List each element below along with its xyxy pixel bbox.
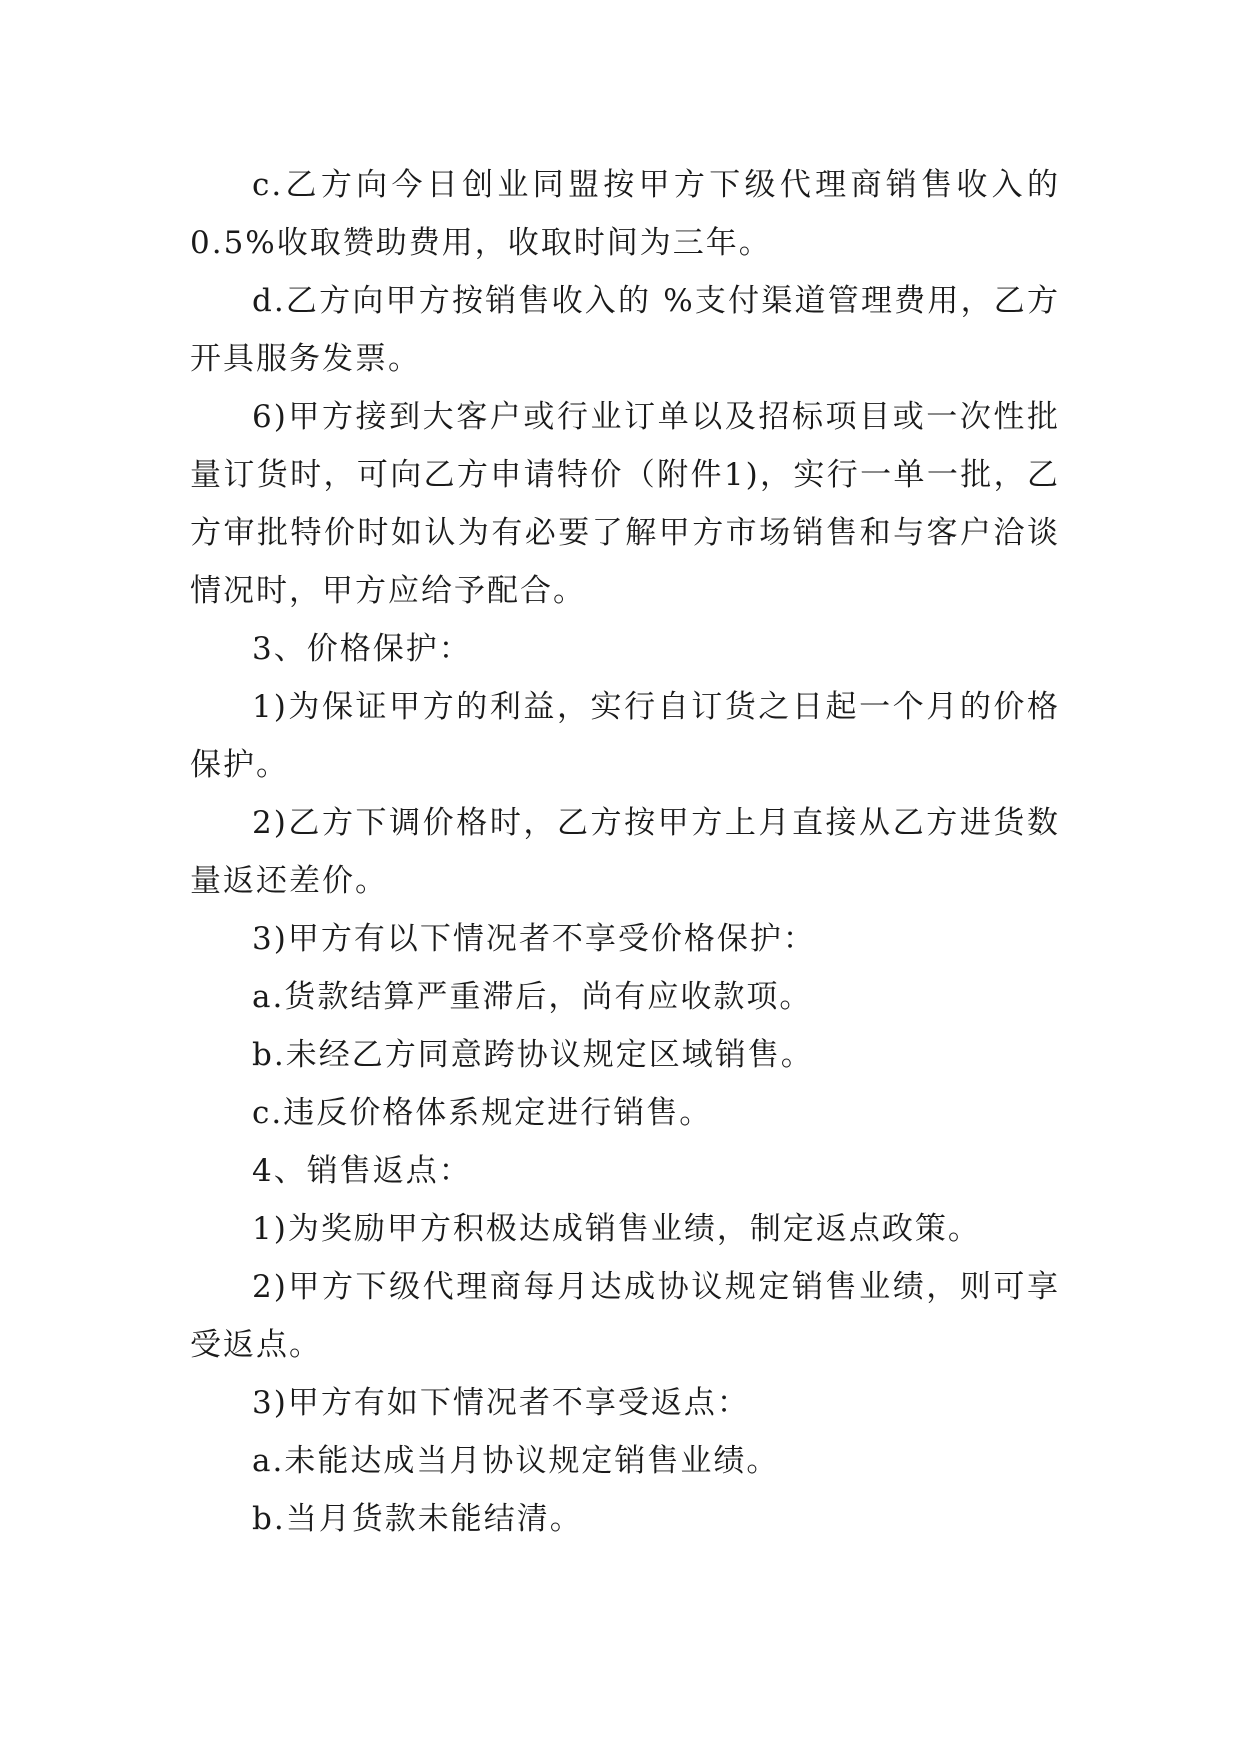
list-item-price-violation: c.违反价格体系规定进行销售。 (252, 1095, 713, 1131)
list-item-payment-unsettled: b.当月货款未能结清。 (252, 1501, 583, 1537)
paragraph-rebate-exclusions: 3)甲方有如下情况者不享受返点： (252, 1385, 750, 1421)
paragraph-sponsorship-fee: c.乙方向今日创业同盟按甲方下级代理商销售收入的0.5%收取赞助费用，收取时间为三年。 (190, 167, 1060, 261)
paragraph-rebate-policy: 1)为奖励甲方积极达成销售业绩，制定返点政策。 (252, 1211, 981, 1247)
paragraph-protection-period: 1)为保证甲方的利益，实行自订货之日起一个月的价格保护。 (190, 689, 1060, 783)
paragraph-rebate-eligibility: 2)甲方下级代理商每月达成协议规定销售业绩，则可享受返点。 (190, 1269, 1060, 1363)
paragraph-price-refund: 2)乙方下调价格时，乙方按甲方上月直接从乙方进货数量返还差价。 (190, 805, 1060, 899)
document-body (190, 156, 1060, 1548)
paragraph-channel-fee: d.乙方向甲方按销售收入的 %支付渠道管理费用，乙方开具服务发票。 (190, 283, 1060, 377)
list-item-cross-region: b.未经乙方同意跨协议规定区域销售。 (252, 1037, 814, 1073)
list-item-payment-overdue: a.货款结算严重滞后，尚有应收款项。 (252, 979, 813, 1015)
paragraph-special-price: 6)甲方接到大客户或行业订单以及招标项目或一次性批量订货时，可向乙方申请特价（附件1)，实行一单一批，乙方审批特价时如认为有必要了解甲方市场销售和与客户洽谈情况时，甲方应给予配合。 (190, 399, 1060, 609)
list-item-sales-target-missed: a.未能达成当月协议规定销售业绩。 (252, 1443, 780, 1479)
paragraph-protection-exclusions: 3)甲方有以下情况者不享受价格保护： (252, 921, 816, 957)
heading-price-protection: 3、价格保护： (252, 631, 472, 667)
heading-sales-rebate: 4、销售返点： (252, 1153, 472, 1189)
